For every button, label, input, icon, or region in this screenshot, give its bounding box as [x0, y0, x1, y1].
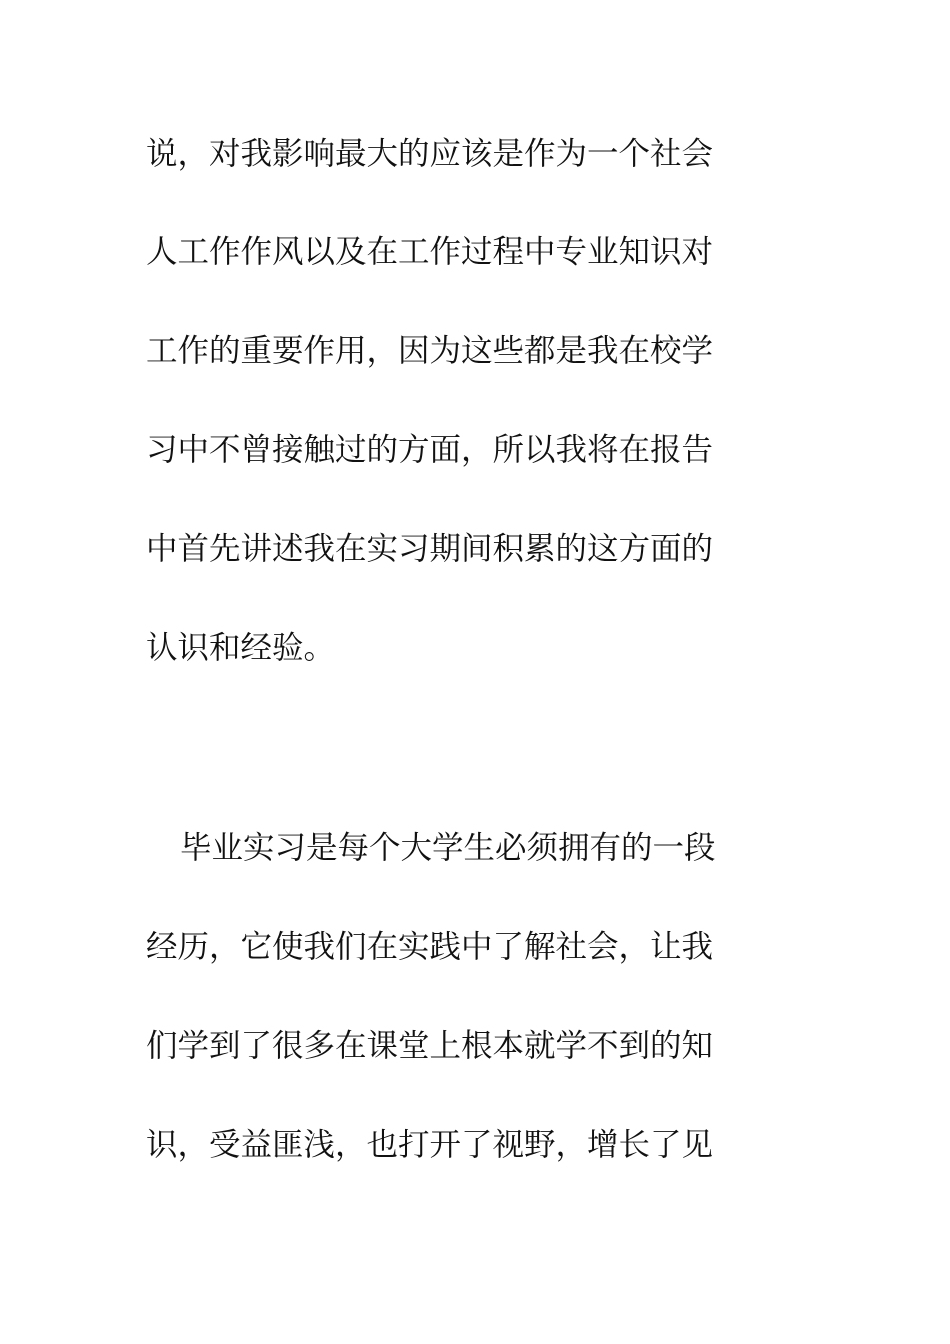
- paragraph-1-line-1: 说，对我影响最大的应该是作为一个社会: [146, 136, 714, 172]
- paragraph-2-line-3: 们学到了很多在课堂上根本就学不到的知: [146, 1028, 714, 1064]
- paragraph-1-line-2: 人工作作风以及在工作过程中专业知识对: [146, 234, 714, 270]
- paragraph-2-line-1: 毕业实习是每个大学生必须拥有的一段: [180, 830, 716, 866]
- paragraph-2-line-2: 经历，它使我们在实践中了解社会，让我: [146, 929, 714, 965]
- paragraph-2-line-4: 识，受益匪浅，也打开了视野，增长了见: [146, 1127, 714, 1163]
- paragraph-1-line-5: 中首先讲述我在实习期间积累的这方面的: [146, 531, 714, 567]
- paragraph-1-line-6: 认识和经验。: [146, 630, 336, 666]
- paragraph-1-line-3: 工作的重要作用，因为这些都是我在校学: [146, 333, 714, 369]
- paragraph-1-line-4: 习中不曾接触过的方面，所以我将在报告: [146, 432, 714, 468]
